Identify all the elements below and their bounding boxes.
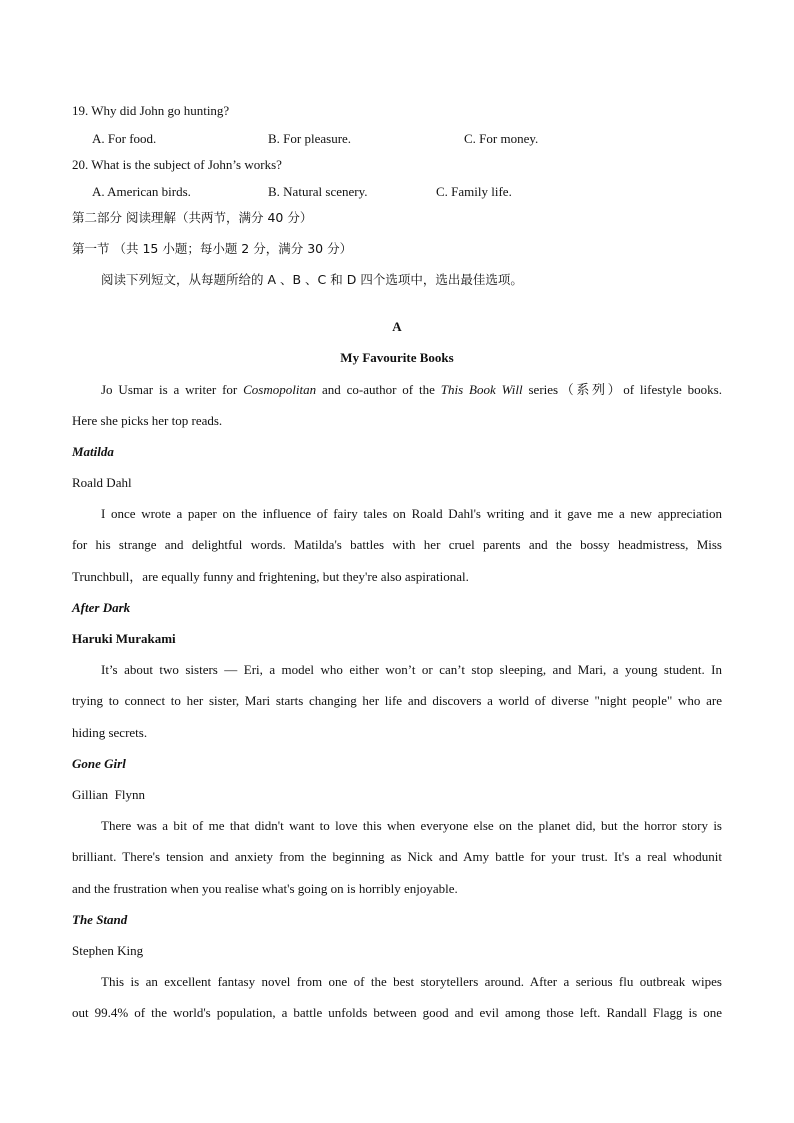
matilda-text-line-1: I once wrote a paper on the influence of fairy tales on Roald Dahl's writing and it gave me a new appreciation <box>101 506 722 521</box>
the-stand-text-line-2: out 99.4% of the world's population, a battle unfolds between good and evil among those left. Randall Flagg is one <box>72 1005 722 1020</box>
passage-letter: A <box>392 319 402 334</box>
gone-girl-text-line-2: brilliant. There's tension and anxiety from the beginning as Nick and Amy battle for your trust. It's a real whodunit <box>72 849 722 864</box>
question-19-option-c: C. For money. <box>464 131 539 146</box>
book-author-gone-girl: Gillian Flynn <box>72 787 145 802</box>
reading-instruction: 阅读下列短文，从每题所给的 A 、B 、C 和 D 四个选项中，选出最佳选项。 <box>101 272 523 287</box>
book-title-after-dark: After Dark <box>72 600 131 615</box>
question-19-stem: 19. Why did John go hunting? <box>72 103 230 118</box>
after-dark-text-line-2: trying to connect to her sister, Mari starts changing her life and discovers a world of diverse "night people" who are <box>72 693 722 708</box>
series-name: This Book Will <box>440 382 523 397</box>
magazine-name: Cosmopolitan <box>243 382 317 397</box>
passage-title: My Favourite Books <box>340 350 454 365</box>
question-19-option-a: A. For food. <box>92 131 157 146</box>
after-dark-text-line-1: It’s about two sisters — Eri, a model who either won’t or can’t stop sleeping, and Mari, a young student. In <box>101 662 722 677</box>
matilda-text-line-2: for his strange and delightful words. Matilda's battles with her cruel parents and the bossy headmistress, Miss <box>72 537 722 552</box>
book-title-the-stand: The Stand <box>72 912 128 927</box>
book-title-gone-girl: Gone Girl <box>72 756 126 771</box>
book-title-matilda: Matilda <box>72 444 114 459</box>
section-one-heading: 第一节 （共 15 小题；每小题 2 分，满分 30 分） <box>72 241 353 256</box>
the-stand-text-line-1: This is an excellent fantasy novel from one of the best storytellers around. After a serious flu outbreak wipes <box>101 974 722 989</box>
intro-line-1: Jo Usmar is a writer for Cosmopolitan and co-author of the This Book Will series（系列）of lifestyle books. <box>101 382 722 397</box>
book-author-after-dark: Haruki Murakami <box>72 631 176 646</box>
matilda-text-line-3: Trunchbull，are equally funny and frightening, but they're also aspirational. <box>72 569 469 584</box>
question-19-option-b: B. For pleasure. <box>268 131 352 146</box>
gone-girl-text-line-3: and the frustration when you realise what's going on is horribly enjoyable. <box>72 881 458 896</box>
part-two-heading: 第二部分 阅读理解（共两节，满分 40 分） <box>72 210 313 225</box>
after-dark-text-line-3: hiding secrets. <box>72 725 148 740</box>
question-20-option-b: B. Natural scenery. <box>268 184 368 199</box>
book-author-the-stand: Stephen King <box>72 943 144 958</box>
intro-line-2: Here she picks her top reads. <box>72 413 223 428</box>
gone-girl-text-line-1: There was a bit of me that didn't want to love this when everyone else on the planet did, but the horror story is <box>101 818 722 833</box>
book-author-matilda: Roald Dahl <box>72 475 132 490</box>
question-20-option-a: A. American birds. <box>92 184 191 199</box>
question-20-option-c: C. Family life. <box>436 184 512 199</box>
question-20-stem: 20. What is the subject of John’s works? <box>72 157 282 172</box>
